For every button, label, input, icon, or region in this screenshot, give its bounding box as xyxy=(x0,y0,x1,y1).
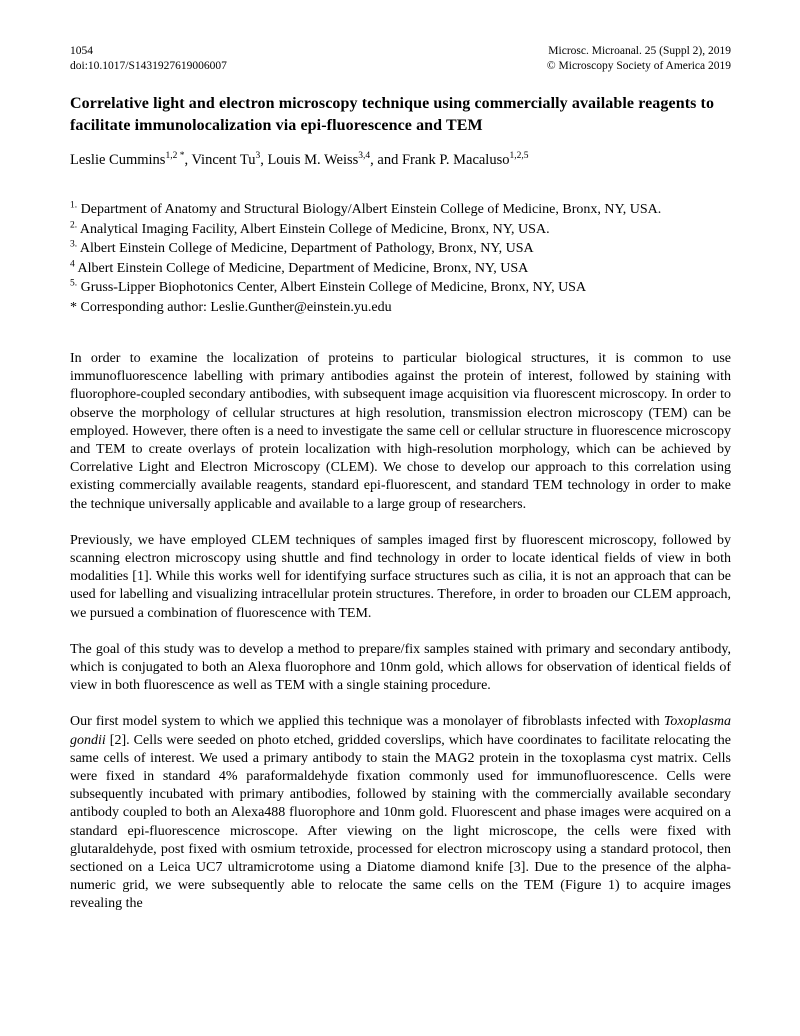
paragraph: Previously, we have employed CLEM techniques of samples imaged first by fluorescent microscopy, followed by scanning electron microscopy using shuttle and find technology in order to locate identical fields of view in both modalities [1]. While this works well for identifying surface structures such as cilia, it is not an approach that can be used for labelling and visualizing intracellular protein structures. Therefore, in order to broaden our CLEM approach, we pursued a combination of fluorescence with TEM. xyxy=(70,532,731,621)
author-affiliation-superscript: 3,4 xyxy=(358,151,371,162)
page-number: 1054 xyxy=(70,45,93,57)
paper-title: Correlative light and electron microscopy technique using commercially available reagents to facilitate immunolocalization via epi-fluorescence and TEM xyxy=(70,95,715,134)
copyright-notice: © Microscopy Society of America 2019 xyxy=(546,60,731,72)
paragraph: Our first model system to which we applied this technique was a monolayer of fibroblasts infected with Toxoplasma gondii [2]. Cells were seeded on photo etched, gridded coverslips, which have coordinates to facilitate relocating the same cells of interest. We used a primary antibody to stain the MAG2 protein in the toxoplasma cyst matrix. Cells were fixed in standard 4% paraformaldehyde fixation commonly used for immunofluorescence. Cells were subsequently incubated with primary antibodies, followed by staining with the commercially available secondary antibody coupled to both an Alexa488 fluorophore and 10nm gold. Fluorescent and phase images were acquired on a standard epi-fluorescence microscope. After viewing on the light microscope, the cells were fixed with glutaraldehyde, post fixed with osmium tetroxide, processed for electron microscopy using a standard protocol, then sectioned on a Leica UC7 ultramicrotome using a Diatome diamond knife [3]. Due to the presence of the alpha-numeric grid, we were subsequently able to relocate the same cells on the TEM (Figure 1) to acquire images revealing the xyxy=(70,714,731,912)
affiliation-number: 4 xyxy=(70,258,75,269)
author-affiliation-superscript: 1,2,5 xyxy=(509,151,529,162)
abstract-body xyxy=(70,350,731,914)
affiliations xyxy=(70,200,731,317)
paragraph: In order to examine the localization of proteins to particular biological structures, it is common to use immunofluorescence labelling with primary antibodies against the protein of interest, followed by staining with fluorophore-coupled secondary antibodies, with subsequent image acquisition via fluorescent microscopy. In order to observe the morphology of cellular structures at high resolution, transmission electron microscopy (TEM) can be employed. However, there often is a need to investigate the same cell or cellular structure in fluorescence microscopy and TEM to create overlays of protein localization with high-resolution morphology, which can be achieved by Correlative Light and Electron Microscopy (CLEM). We chose to develop our approach to this correlation using existing commercially available reagents, standard epi-fluorescent, and standard TEM technology in order to make the technique universally applicable and available to a large group of researchers. xyxy=(70,351,731,512)
journal-citation: Microsc. Microanal. 25 (Suppl 2), 2019 xyxy=(548,45,731,57)
header-right xyxy=(547,44,731,74)
affiliation-line: $^{5.}$ Gruss-Lipper Biophotonics Center, Albert Einstein College of Medicine, Bronx, NY, USA xyxy=(70,278,587,295)
affiliation-line: $^{1.}$ Department of Anatomy and Structural Biology/Albert Einstein College of Medicine, Bronx, NY, USA. xyxy=(70,200,662,217)
affiliation-line: * Corresponding author: Leslie.Gunther@einstein.yu.edu xyxy=(70,299,392,315)
affiliation-line: $^{3.}$ Albert Einstein College of Medicine, Department of Pathology, Bronx, NY, USA xyxy=(70,239,534,256)
page-header xyxy=(70,0,731,74)
author-affiliation-superscript: 1,2 * xyxy=(165,151,185,162)
paragraph: The goal of this study was to develop a method to prepare/fix samples stained with primary and secondary antibody, which is conjugated to both an Alexa fluorophore and 10nm gold, which allows for observation of identical fields of view in both fluorescence as well as TEM with a single staining procedure. xyxy=(70,641,731,694)
header-left xyxy=(70,44,227,74)
author-affiliation-superscript: 3 xyxy=(255,151,261,162)
affiliation-number: 5. xyxy=(70,278,78,289)
italic-species-name: Toxoplasma gondii xyxy=(70,714,731,748)
author-line: Leslie Cummins$^{1,2 *}$, Vincent Tu$^3$, Louis M. Weiss$^{3,4}$, and Frank P. Macaluso$^{1,2,5}$ xyxy=(70,151,529,168)
affiliation-line: $^{2.}$ Analytical Imaging Facility, Albert Einstein College of Medicine, Bronx, NY, USA. xyxy=(70,219,550,237)
doi: doi:10.1017/S1431927619006007 xyxy=(70,60,227,72)
affiliation-number: 3. xyxy=(70,239,78,250)
affiliation-number: 1. xyxy=(70,200,78,211)
affiliation-line: $^4$ Albert Einstein College of Medicine, Department of Medicine, Bronx, NY, USA xyxy=(70,258,529,276)
affiliation-number: 2. xyxy=(70,219,78,230)
